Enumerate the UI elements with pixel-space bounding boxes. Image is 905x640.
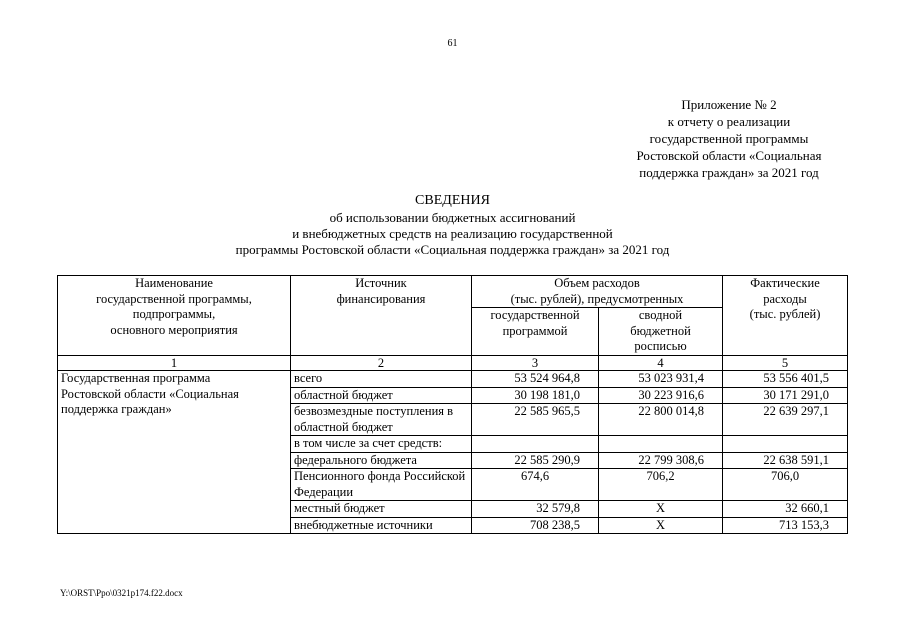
budget-value: 30 223 916,6 xyxy=(599,387,723,404)
program-name-cell: Государственная программа Ростовской области «Социальная поддержка граждан» xyxy=(58,371,291,534)
source-cell: местный бюджет xyxy=(291,501,472,518)
budget-value: Х xyxy=(599,501,723,518)
program-value: 30 198 181,0 xyxy=(472,387,599,404)
program-value xyxy=(472,436,599,453)
program-value: 674,6 xyxy=(472,469,599,501)
actual-value: 706,0 xyxy=(723,469,848,501)
actual-value xyxy=(723,436,848,453)
program-value: 53 524 964,8 xyxy=(472,371,599,388)
source-cell: федерального бюджета xyxy=(291,452,472,469)
header-row xyxy=(58,276,848,308)
source-cell: Пенсионного фонда Российской Федерации xyxy=(291,469,472,501)
program-value: 22 585 965,5 xyxy=(472,404,599,436)
expenditure-table xyxy=(57,275,848,534)
budget-value: Х xyxy=(599,517,723,534)
subtitle-line: и внебюджетных средств на реализацию государственной xyxy=(292,226,613,241)
actual-value: 22 639 297,1 xyxy=(723,404,848,436)
actual-value: 22 638 591,1 xyxy=(723,452,848,469)
appendix-line: Приложение № 2 xyxy=(681,97,777,112)
header-source: Источник финансирования xyxy=(291,276,472,356)
actual-value: 30 171 291,0 xyxy=(723,387,848,404)
budget-value: 53 023 931,4 xyxy=(599,371,723,388)
budget-value: 22 799 308,6 xyxy=(599,452,723,469)
header-actual: Фактические расходы (тыс. рублей) xyxy=(723,276,848,356)
header-budget: сводной бюджетной росписью xyxy=(599,308,723,356)
column-number: 4 xyxy=(599,356,723,371)
header-program: государственной программой xyxy=(472,308,599,356)
page-number: 61 xyxy=(447,38,458,49)
subtitle-line: об использовании бюджетных ассигнований xyxy=(329,210,576,225)
appendix-line: поддержка граждан» за 2021 год xyxy=(639,165,819,180)
actual-value: 53 556 401,5 xyxy=(723,371,848,388)
header-volume: Объем расходов (тыс. рублей), предусмотренных xyxy=(472,276,723,308)
column-number: 3 xyxy=(472,356,599,371)
document-subtitle xyxy=(0,210,905,258)
budget-value: 22 800 014,8 xyxy=(599,404,723,436)
file-path-footer: Y:\ORST\Ppo\0321p174.f22.docx xyxy=(60,588,183,598)
column-number: 5 xyxy=(723,356,848,371)
source-cell: безвозмездные поступления в областной бюджет xyxy=(291,404,472,436)
program-value: 22 585 290,9 xyxy=(472,452,599,469)
appendix-line: Ростовской области «Социальная xyxy=(636,148,822,163)
program-value: 708 238,5 xyxy=(472,517,599,534)
budget-value xyxy=(599,436,723,453)
header-name: Наименование государственной программы, подпрограммы, основного мероприятия xyxy=(58,276,291,356)
column-number-row xyxy=(58,356,848,371)
source-cell: в том числе за счет средств: xyxy=(291,436,472,453)
source-cell: всего xyxy=(291,371,472,388)
actual-value: 32 660,1 xyxy=(723,501,848,518)
appendix-line: государственной программы xyxy=(649,131,809,146)
document-title: СВЕДЕНИЯ xyxy=(415,193,490,208)
appendix-line: к отчету о реализации xyxy=(667,114,791,129)
program-value: 32 579,8 xyxy=(472,501,599,518)
column-number: 1 xyxy=(58,356,291,371)
actual-value: 713 153,3 xyxy=(723,517,848,534)
source-cell: внебюджетные источники xyxy=(291,517,472,534)
table-row xyxy=(58,371,848,388)
subtitle-line: программы Ростовской области «Социальная поддержка граждан» за 2021 год xyxy=(235,242,670,257)
budget-value: 706,2 xyxy=(599,469,723,501)
appendix-block xyxy=(600,96,858,181)
column-number: 2 xyxy=(291,356,472,371)
source-cell: областной бюджет xyxy=(291,387,472,404)
